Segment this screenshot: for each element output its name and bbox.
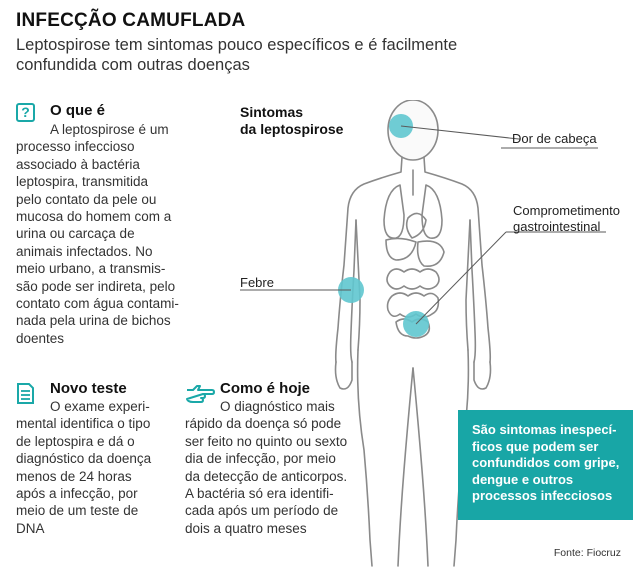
info-box-line: confundidos com gripe,	[472, 455, 620, 470]
what-is-line: animais infectados. No	[16, 243, 153, 259]
new-test-line: após a infecção, por	[16, 486, 138, 502]
gastro-label-line: Comprometimento	[513, 203, 620, 218]
what-is-heading: O que é	[50, 102, 106, 119]
what-is-line: nada pela urina de bichos	[16, 313, 171, 329]
today-line: cada após um período de	[185, 503, 339, 519]
info-box-line: São sintomas inespecí-	[472, 422, 617, 437]
gastro-label-line: gastrointestinal	[513, 219, 601, 234]
today-line: O diagnóstico mais	[220, 399, 335, 414]
gastro-label	[513, 203, 620, 235]
headache-label: Dor de cabeça	[512, 131, 597, 146]
source-credit: Fonte: Fiocruz	[553, 547, 621, 559]
today-heading: Como é hoje	[220, 380, 311, 397]
what-is-line: pelo contato da pele ou	[16, 191, 157, 207]
info-box-line: ficos que podem ser	[472, 438, 599, 454]
what-is-line: leptospira, transmitida	[16, 174, 149, 190]
what-is-line: mucosa do homem com a	[16, 209, 172, 225]
info-box-line: dengue e outros	[472, 471, 574, 487]
new-test-heading: Novo teste	[50, 380, 127, 397]
today-line: da detecção de anticorpos.	[185, 468, 348, 484]
what-is-line: meio urbano, a transmis-	[16, 261, 166, 277]
symptoms-heading-line: da leptospirose	[240, 121, 344, 137]
new-test-line: O exame experi-	[50, 399, 150, 414]
what-is-line: associado à bactéria	[16, 156, 140, 172]
symptoms-heading-line: Sintomas	[240, 104, 304, 120]
new-test-line: DNA	[16, 520, 45, 536]
new-test-line: diagnóstico da doença	[16, 451, 152, 467]
today-line: dia de infecção, por meio	[185, 451, 336, 467]
new-test-line: meio de um teste de	[16, 503, 139, 519]
info-box	[458, 410, 633, 520]
page-subtitle: Leptospirose tem sintomas pouco específicos e é facilmente confundida com outras doenças	[16, 36, 458, 74]
new-test-line: menos de 24 horas	[16, 468, 132, 484]
fever-label: Febre	[240, 275, 274, 290]
today-line: rápido da doença só pode	[185, 416, 342, 432]
today-line: ser feito no quinto ou sexto	[185, 433, 348, 449]
what-is-line: A leptospirose é um	[50, 122, 169, 137]
question-icon: ?	[16, 103, 35, 122]
what-is-line: são pode ser indireta, pelo	[16, 278, 176, 294]
today-line: dois a quatro meses	[185, 520, 307, 536]
what-is-line: processo infeccioso	[16, 139, 135, 155]
what-is-line: urina ou carcaça de	[16, 226, 135, 242]
new-test-line: mental identifica o tipo	[16, 416, 151, 432]
page-title: INFECÇÃO CAMUFLADA	[16, 10, 246, 31]
what-is-line: contato com água contami-	[16, 296, 179, 312]
symptoms-heading	[240, 104, 343, 138]
what-is-line: doentes	[16, 330, 65, 346]
info-box-line: processos infecciosos	[472, 488, 613, 503]
new-test-line: de leptospira e dá o	[16, 433, 135, 449]
today-line: A bactéria só era identifi-	[185, 486, 334, 502]
